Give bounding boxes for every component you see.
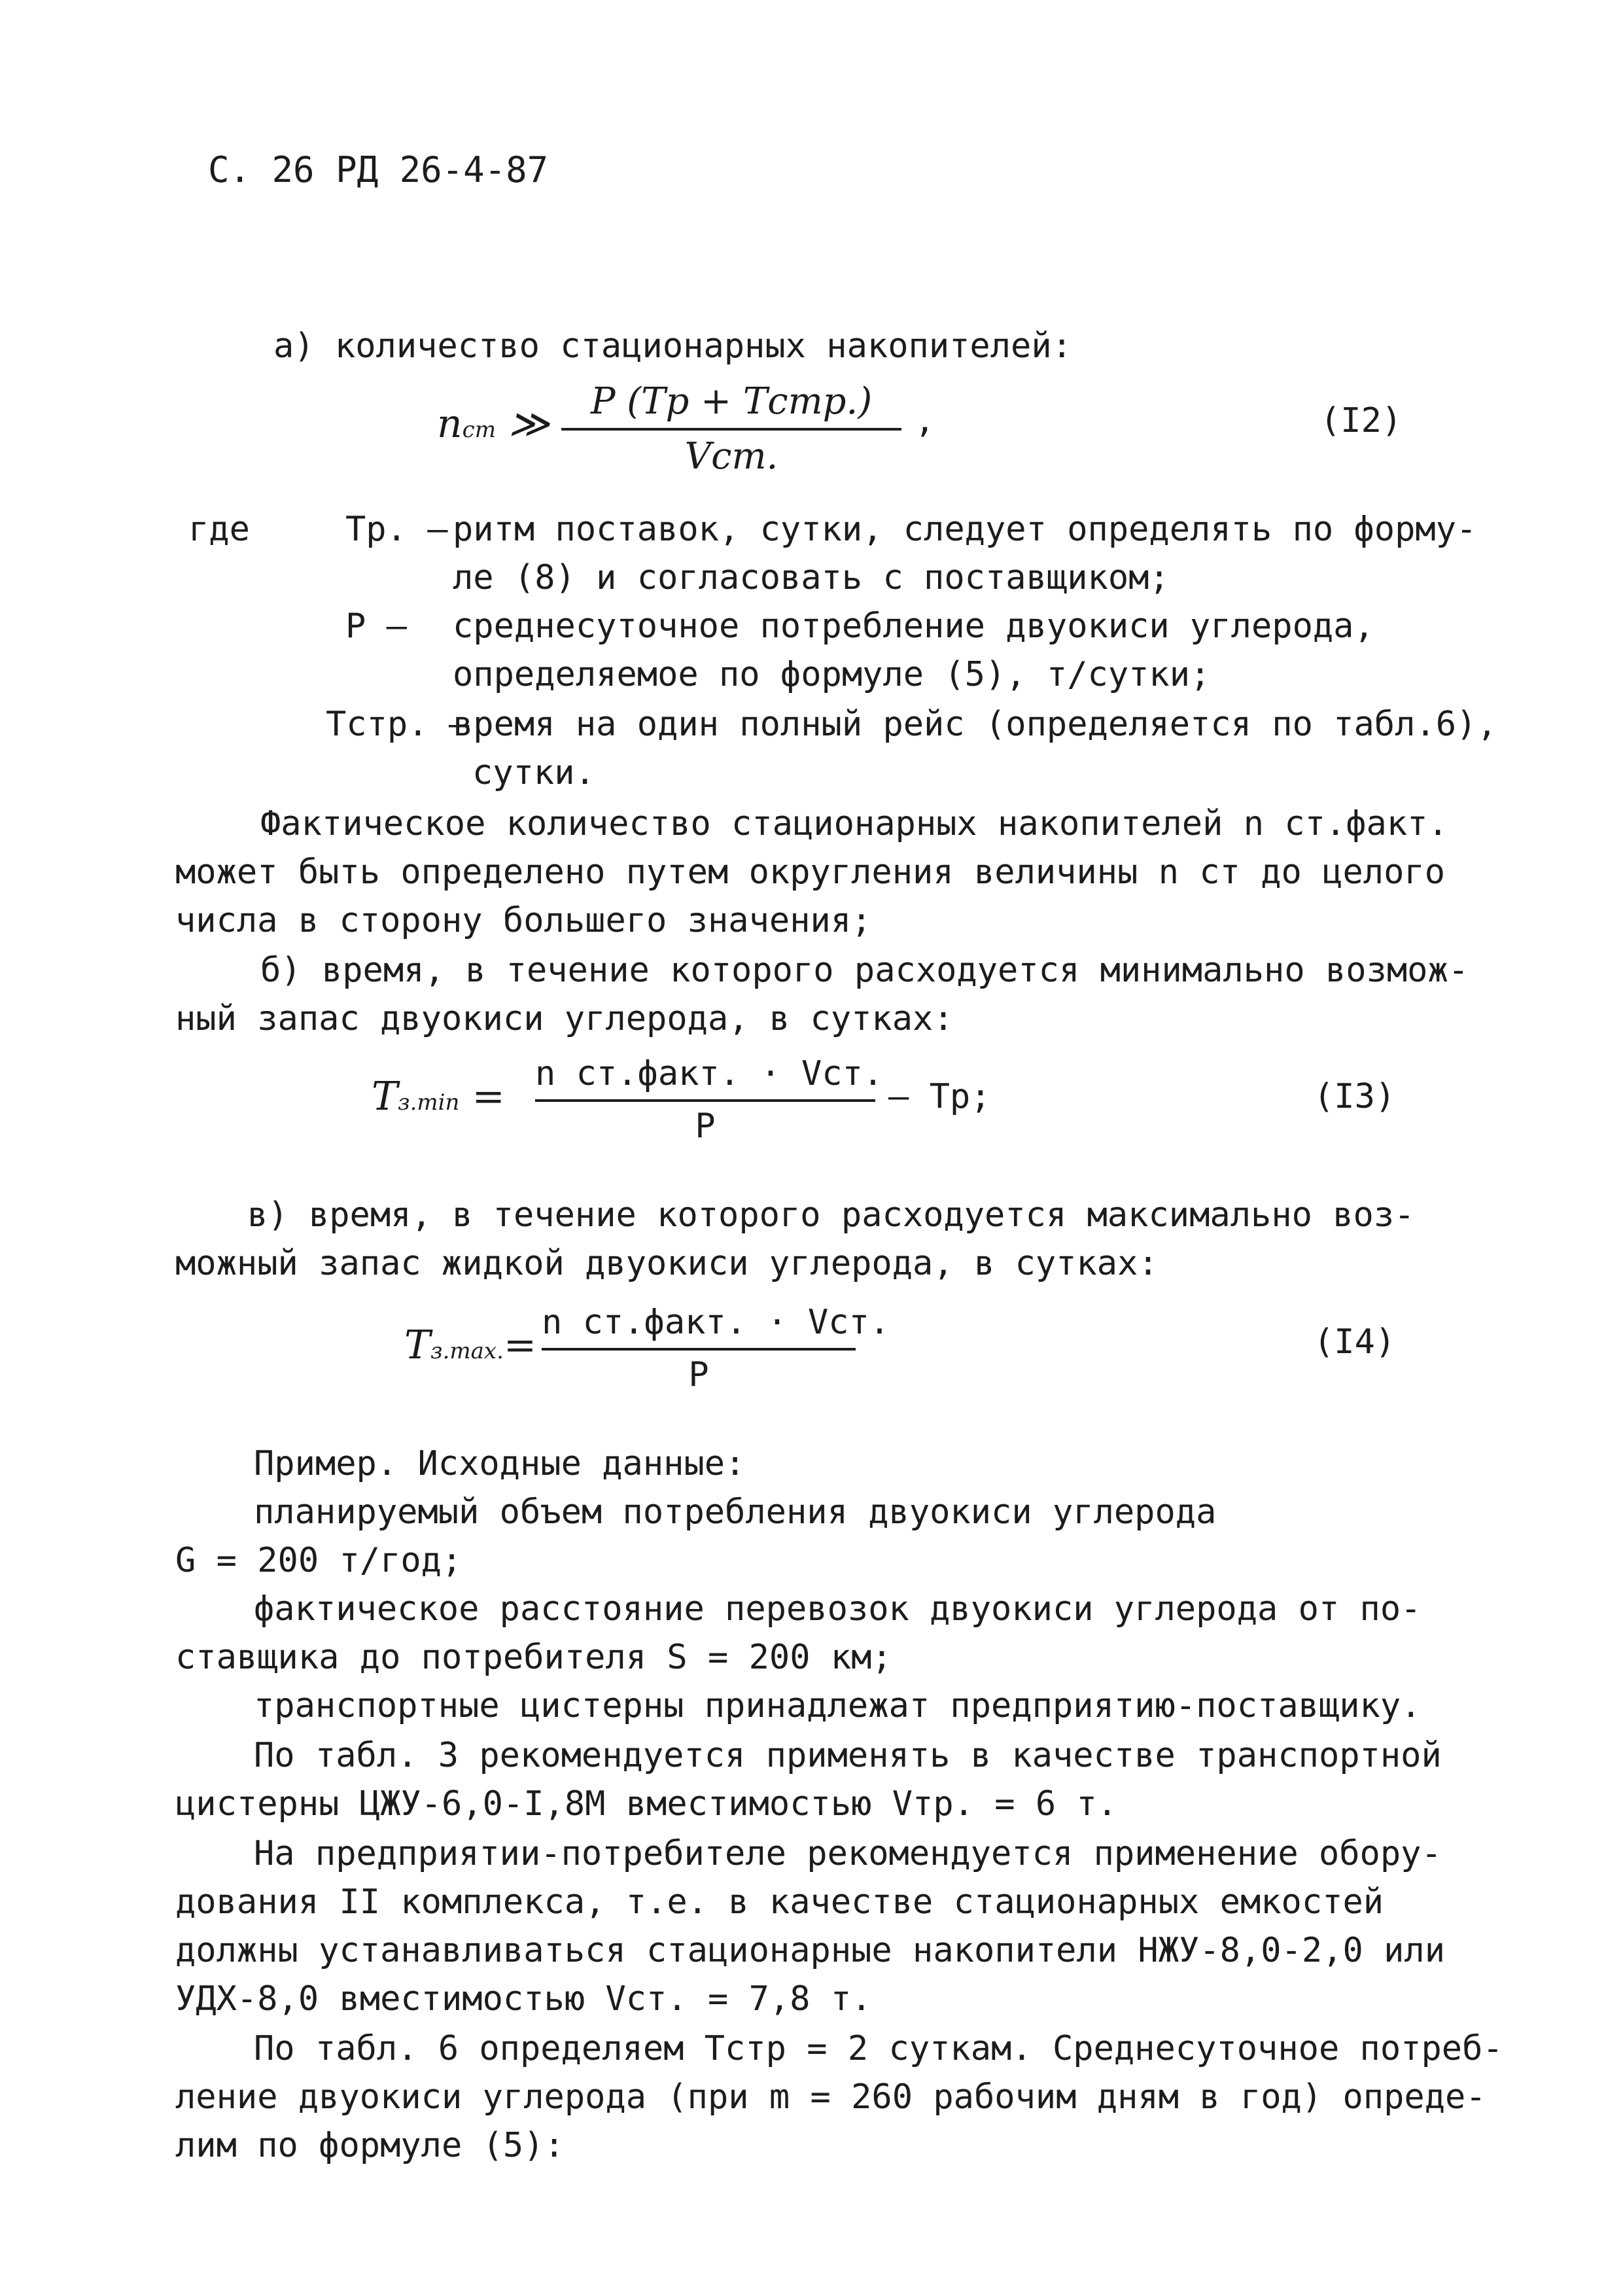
example-line: УДХ-8,0 вместимостью Vст. = 7,8 т. <box>175 1979 872 2019</box>
formula-12-denominator: Vст. <box>684 435 778 478</box>
paragraph-line: в) время, в течение которого расходуется максимально воз- <box>247 1195 1415 1235</box>
paragraph-line: ный запас двуокиси углерода, в сутках: <box>175 999 954 1038</box>
formula-13-denominator: P <box>695 1106 716 1146</box>
paragraph-line: Фактическое количество стационарных накопителей n ст.факт. <box>260 804 1448 843</box>
example-line: цистерны ЦЖУ-6,0-I,8M вместимостью Vтр. = 6 т. <box>175 1784 1118 1824</box>
definition-text-line: ле (8) и согласовать с поставщиком; <box>453 558 1170 597</box>
example-line: По табл. 3 рекомендуется применять в качестве транспортной <box>254 1736 1442 1775</box>
example-line: дования II комплекса, т.е. в качестве стационарных емкостей <box>175 1882 1384 1922</box>
formula-14-fraction <box>542 1302 890 1400</box>
example-line: ление двуокиси углерода (при m = 260 рабочим дням в год) опреде- <box>175 2077 1486 2117</box>
equation-number-14: (I4) <box>1314 1322 1396 1362</box>
formula-12-lhs-sub: ст <box>462 417 496 443</box>
example-line: должны устанавливаться стационарные накопители НЖУ-8,0-2,0 или <box>175 1931 1446 1970</box>
formula-13-numerator: n ст.факт. · Vст. <box>535 1054 884 1093</box>
formula-13-lhs <box>372 1073 505 1120</box>
paragraph-line: числа в сторону большего значения; <box>175 901 872 940</box>
definition-symbol-p: P – <box>345 607 407 646</box>
definition-text-line: определяемое по формуле (5), т/сутки; <box>453 655 1211 694</box>
definition-text-line: ритм поставок, сутки, следует определять по форму- <box>453 510 1477 549</box>
definition-text-line: сутки. <box>472 753 595 792</box>
fraction-bar <box>542 1348 856 1351</box>
page-header: С. 26 РД 26-4-87 <box>208 149 549 190</box>
example-line: Пример. Исходные данные: <box>254 1444 746 1483</box>
definition-text-line: среднесуточное потребление двуокиси углерода, <box>453 607 1374 646</box>
formula-14-lhs-symbol: T <box>404 1322 431 1368</box>
fraction-bar <box>561 428 901 431</box>
formula-12-comma: , <box>915 401 935 440</box>
where-label: где <box>188 510 250 549</box>
section-a-intro: а) количество стационарных накопителей: <box>273 327 1072 366</box>
example-line: лим по формуле (5): <box>175 2126 565 2165</box>
definition-symbol-tr: Tр. – <box>345 510 448 549</box>
equation-number-13: (I3) <box>1314 1077 1396 1116</box>
formula-14-numerator: n ст.факт. · Vст. <box>542 1303 890 1342</box>
formula-13-lhs-sub: з.min <box>398 1089 460 1116</box>
formula-14-denominator: P <box>688 1355 709 1394</box>
paragraph-line: можный запас жидкой двуокиси углерода, в сутках: <box>175 1244 1159 1283</box>
formula-12-numerator: P (Tр + Tстр.) <box>590 380 873 423</box>
example-line: На предприятии-потребителе рекомендуется применение обору- <box>254 1834 1442 1873</box>
formula-13-lhs-symbol: T <box>372 1074 398 1120</box>
formula-14-relation: = <box>503 1322 537 1368</box>
example-line: G = 200 т/год; <box>175 1541 462 1580</box>
formula-12-lhs-symbol: n <box>437 401 462 447</box>
example-line: фактическое расстояние перевозок двуокиси углерода от по- <box>254 1589 1422 1629</box>
formula-13-fraction <box>535 1053 884 1152</box>
definition-text-line: время на один полный рейс (определяется по табл.6), <box>453 705 1497 744</box>
formula-12-lhs <box>437 400 550 448</box>
example-line: планируемый объем потребления двуокиси углерода <box>254 1492 1217 1532</box>
formula-13-relation: = <box>472 1074 505 1120</box>
paragraph-line: б) время, в течение которого расходуется минимально возмож- <box>260 951 1469 990</box>
definition-symbol-tstr: Tстр. – <box>326 705 470 744</box>
equation-number-12: (I2) <box>1320 401 1403 440</box>
formula-14-lhs <box>404 1322 536 1369</box>
paragraph-line: может быть определено путем округления величины n ст до целого <box>175 853 1446 892</box>
formula-14-lhs-sub: з.max. <box>430 1338 504 1364</box>
formula-12-relation: ≫ <box>508 401 550 447</box>
example-line: транспортные цистерны принадлежат предприятию-поставщику. <box>254 1686 1422 1725</box>
formula-13-tail: – Tр; <box>888 1077 991 1116</box>
formula-12-fraction <box>561 380 901 478</box>
example-line: ставщика до потребителя S = 200 км; <box>175 1638 892 1677</box>
example-line: По табл. 6 определяем Tстр = 2 суткам. Среднесуточное потреб- <box>254 2029 1503 2068</box>
fraction-bar <box>535 1099 875 1102</box>
